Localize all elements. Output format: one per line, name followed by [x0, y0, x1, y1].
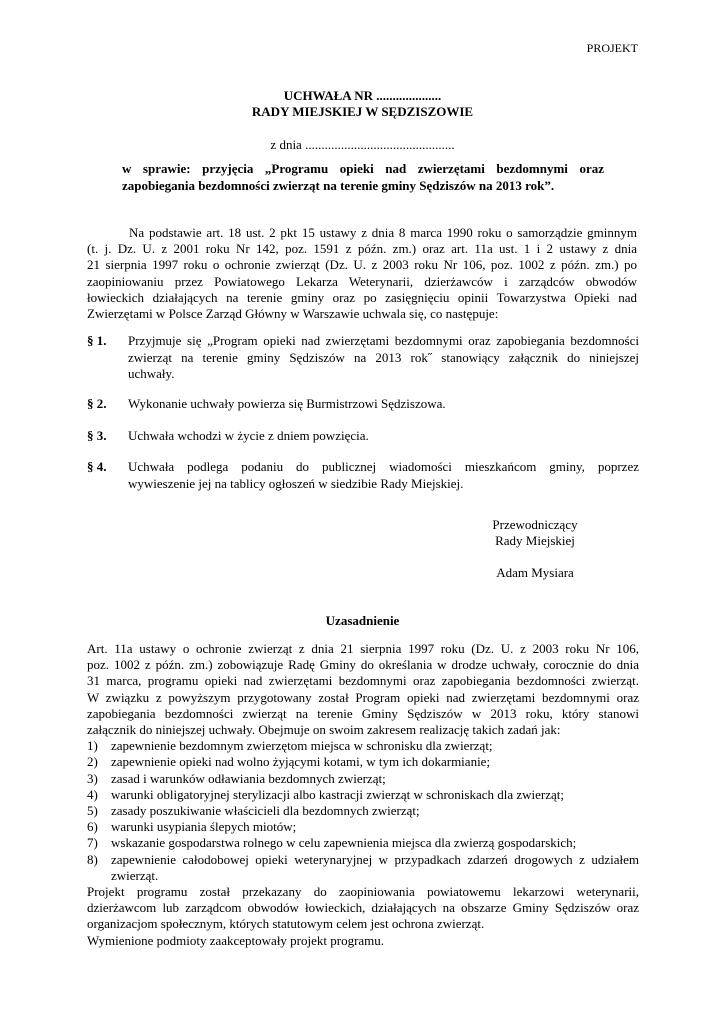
justification-heading: Uzasadnienie: [325, 613, 400, 628]
justification-line: Art. 11a ustawy o ochronie zwierząt z dnia 21 sierpnia 1997 roku (Dz. U. z 2003 roku Nr 106,: [87, 641, 639, 656]
paragraph-body: [128, 459, 639, 492]
projekt-label: PROJEKT: [586, 41, 638, 55]
council-name: RADY MIEJSKIEJ W SĘDZISZOWIE: [251, 104, 474, 119]
justification-line: 31 marca, programu opieki nad zwierzętami bezdomnymi oraz zapobiegania bezdomności zwierząt.: [87, 673, 639, 689]
preamble-line: (t. j. Dz. U. z 2001 roku Nr 142, poz. 1591 z późn. zm.) oraz art. 11a ust. 1 i 2 ustawy z dnia: [87, 241, 637, 257]
list-item: [87, 803, 639, 819]
task-list: [87, 738, 639, 884]
justification-line: Projekt programu został przekazany do zaopiniowania powiatowemu lekarzowi weterynarii,: [87, 884, 639, 900]
list-number: 1): [87, 738, 98, 754]
list-text: zasad i warunków odławiania bezdomnych zwierząt;: [111, 770, 386, 786]
justification-body: [87, 641, 639, 949]
paragraph-line: wywieszenie jej na tablicy ogłoszeń w siedzibie Rady Miejskiej.: [128, 475, 464, 491]
paragraph-number: § 1.: [87, 333, 107, 348]
subject-line: w sprawie: przyjęcia „Programu opieki nad zwierzętami bezdomnymi oraz: [122, 161, 604, 176]
list-item: [87, 835, 639, 851]
preamble-line: 21 sierpnia 1997 roku o ochronie zwierząt (Dz. U. z 2003 roku Nr 106, poz. 1002 z późn. zm.) po: [87, 257, 637, 273]
list-number: 4): [87, 786, 98, 802]
list-text: warunki obligatoryjnej sterylizacji albo kastracji zwierząt w schroniskach dla zwierząt;: [111, 786, 565, 802]
list-text: zapewnienie opieki nad wolno żyjącymi kotami, w tym ich dokarmianie;: [111, 754, 491, 770]
list-item: [87, 738, 639, 754]
signature-role: Rady Miejskiej: [495, 533, 575, 548]
paragraph-body: [128, 396, 639, 413]
list-number: 7): [87, 835, 98, 851]
date-line: z dnia ..............................................: [270, 137, 455, 152]
preamble-line: Zwierzętami w Polsce Zarząd Główny w Warszawie uchwala się, co następuje:: [87, 306, 499, 322]
justification-line: W związku z powyższym przygotowany został Program opieki nad zwierzętami bezdomnymi oraz: [87, 689, 639, 705]
justification-line: załącznik do niniejszej uchwały. Obejmuje on swoim zakresem realizację takich zadań jak:: [87, 722, 561, 738]
list-text: zasady poszukiwanie właścicieli dla bezdomnych zwierząt;: [111, 803, 420, 819]
paragraph-line: Uchwała wchodzi w życie z dniem powzięcia.: [128, 428, 369, 443]
preamble-line: zaopiniowaniu przez Powiatowego Lekarza Weterynarii, dzierżawców i zarządców obwodów: [87, 273, 637, 289]
list-item: [87, 852, 639, 884]
paragraph-body: [128, 428, 639, 445]
paragraph-number: § 3.: [87, 428, 107, 443]
subject: [122, 160, 604, 194]
list-number: 3): [87, 770, 98, 786]
list-number: 2): [87, 754, 98, 770]
preamble: [87, 225, 637, 322]
justification-line: dzierżawcom lub zarządcom obwodów łowieckich, działających na obszarze Gminy Sędziszów oraz: [87, 900, 639, 916]
justification-line: Wymienione podmioty zaakceptowały projekt programu.: [87, 932, 385, 948]
paragraph-line: Uchwała podlega podaniu do publicznej wiadomości mieszkańcom gminy, poprzez: [128, 459, 639, 474]
paragraph-body: [128, 333, 639, 383]
list-item: [87, 771, 639, 787]
paragraph-line: Przyjmuje się „Program opieki nad zwierzętami bezdomnymi oraz zapobiegania bezdomności: [128, 333, 639, 348]
list-item: [87, 819, 639, 835]
paragraph-line: uchwały.: [128, 366, 175, 381]
justification-line: zapobiegania bezdomności zwierząt na terenie Gminy Sędziszów w 2013 roku, który stanowi: [87, 705, 639, 721]
resolution-number: UCHWAŁA NR ....................: [283, 88, 442, 103]
list-text: zapewnienie bezdomnym zwierzętom miejsca w schronisku dla zwierząt;: [111, 738, 493, 754]
justification-line: poz. 1002 z późn. zm.) zobowiązuje Radę Gminy do określania w drodze uchwały, corocznie do dnia: [87, 657, 639, 673]
list-text: wskazanie gospodarstwa rolnego w celu zapewnienia miejsca dla zwierzą gospodarskich;: [111, 835, 577, 851]
paragraph-number: § 4.: [87, 459, 107, 474]
preamble-line: łowieckich działających na terenie gminy oraz po zasięgnięciu opinii Towarzystwa Opieki nad: [87, 289, 637, 305]
list-number: 5): [87, 803, 98, 819]
list-number: 8): [87, 851, 98, 867]
list-text: zapewnienie całodobowej opieki weterynaryjnej w przypadkach zdarzeń drogowych z udziałem: [111, 851, 639, 867]
signature-name: Adam Mysiara: [496, 565, 574, 580]
list-item: [87, 754, 639, 770]
signature-role: Przewodniczący: [492, 517, 578, 532]
paragraph-line: Wykonanie uchwały powierza się Burmistrzowi Sędziszowa.: [128, 396, 446, 411]
list-text: warunki usypiania ślepych miotów;: [111, 819, 297, 835]
paragraph-line: zwierząt na terenie gminy Sędziszów na 2013 rok˝ stanowiący załącznik do niniejszej: [128, 349, 639, 365]
list-number: 6): [87, 819, 98, 835]
paragraph-number: § 2.: [87, 396, 107, 411]
subject-line: zapobiegania bezdomności zwierząt na terenie gminy Sędziszów na 2013 rok”.: [122, 178, 555, 193]
preamble-line: Na podstawie art. 18 ust. 2 pkt 15 ustawy z dnia 8 marca 1990 roku o samorządzie gminnym: [129, 225, 637, 240]
justification-line: organizacjom społecznym, których statutowym celem jest ochrona zwierząt.: [87, 916, 485, 932]
list-text: zwierząt.: [111, 867, 159, 883]
list-item: [87, 787, 639, 803]
